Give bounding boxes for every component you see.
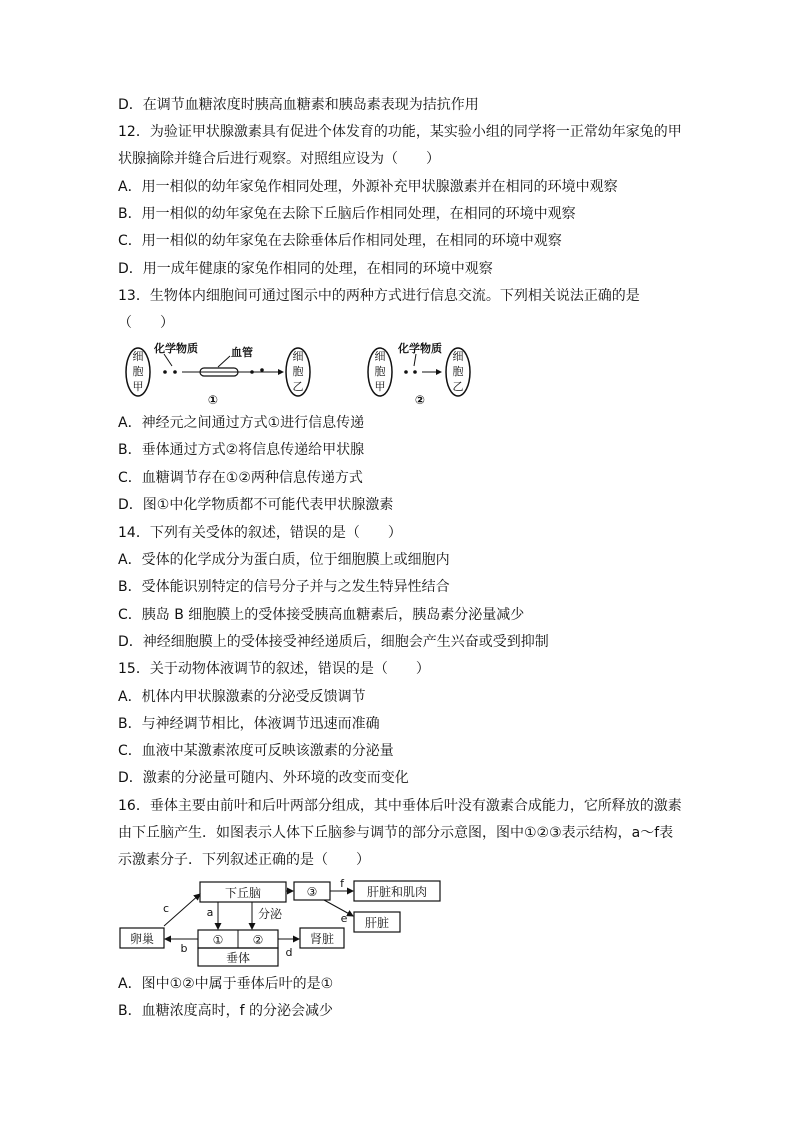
q14-option-c: C．胰岛 B 细胞膜上的受体接受胰高血糖素后，胰岛素分泌量减少: [118, 607, 525, 623]
molecule-dot: [413, 370, 417, 374]
structure-2-label: ②: [252, 933, 264, 947]
cell-b-char2: 胞: [452, 365, 464, 378]
hormone-b-label: b: [180, 942, 188, 955]
arrow-head-2: [436, 369, 442, 375]
q15-stem: 15．关于动物体液调节的叙述，错误的是（ ）: [118, 661, 430, 677]
cell-a-char2: 胞: [374, 365, 386, 378]
q11-option-d: D．在调节血糖浓度时胰高血糖素和胰岛素表现为拮抗作用: [118, 97, 479, 113]
q16-figure: [118, 876, 448, 970]
molecule-dot: [173, 370, 177, 374]
q14-option-b: B．受体能识别特定的信号分子并与之发生特异性结合: [118, 579, 450, 595]
q14-option-d: D．神经细胞膜上的受体接受神经递质后，细胞会产生兴奋或受到抑制: [118, 634, 549, 650]
arrow-e: [324, 900, 353, 916]
cell-a-char3: 甲: [374, 380, 386, 393]
hormone-a-label: a: [206, 906, 214, 919]
q12-stem-line2: 状腺摘除并缝合后进行观察。对照组应设为（ ）: [118, 151, 440, 167]
cell-b-char3: 乙: [452, 380, 464, 393]
hormone-c-label: c: [162, 902, 170, 915]
q14-option-a: A．受体的化学成分为蛋白质，位于细胞膜上或细胞内: [118, 552, 450, 568]
molecule-dot: [163, 370, 167, 374]
q12-option-c: C．用一相似的幼年家兔在去除垂体后作相同处理，在相同的环境中观察: [118, 233, 562, 249]
molecule-dot: [260, 368, 264, 372]
hormone-e-label: e: [340, 912, 348, 925]
q12-option-a: A．用一相似的幼年家兔作相同处理，外源补充甲状腺激素并在相同的环境中观察: [118, 179, 618, 195]
q13-stem-line2: （ ）: [118, 315, 174, 331]
q16-option-a: A．图中①②中属于垂体后叶的是①: [118, 976, 334, 992]
cell-a-char1: 细: [132, 350, 144, 363]
structure-3-label: ③: [306, 885, 318, 899]
q13-option-d: D．图①中化学物质都不可能代表甲状腺激素: [118, 497, 394, 513]
liver-label: 肝脏: [364, 916, 390, 930]
figure-label-2: ②: [414, 393, 426, 407]
vessel-label: 血管: [231, 346, 253, 359]
figure-label-1: ①: [207, 393, 219, 407]
q14-stem: 14．下列有关受体的叙述，错误的是（ ）: [118, 525, 402, 541]
q13-figure-2: [368, 341, 470, 407]
chemical-label-1: 化学物质: [154, 342, 198, 355]
arrow-c: [164, 894, 200, 926]
liver-muscle-label: 肝脏和肌肉: [366, 885, 428, 899]
chemical-label-2: 化学物质: [398, 342, 442, 355]
hormone-d-label: d: [285, 946, 293, 959]
q12-option-d: D．用一成年健康的家兔作相同的处理，在相同的环境中观察: [118, 261, 493, 277]
q13-stem-line1: 13．生物体内细胞间可通过图示中的两种方式进行信息交流。下列相关说法正确的是: [118, 288, 640, 304]
kidney-label: 肾脏: [309, 932, 335, 946]
q12-option-b: B．用一相似的幼年家兔在去除下丘脑后作相同处理，在相同的环境中观察: [118, 206, 576, 222]
chemical-pointer-1: [164, 354, 172, 366]
hypothalamus-label: 下丘脑: [224, 886, 262, 900]
q15-option-b: B．与神经调节相比，体液调节迅速而准确: [118, 716, 380, 732]
q13-option-a: A．神经元之间通过方式①进行信息传递: [118, 415, 365, 431]
molecule-dot: [404, 370, 408, 374]
structure-1-label: ①: [212, 933, 224, 947]
q12-stem-line1: 12．为验证甲状腺激素具有促进个体发育的功能，某实验小组的同学将一正常幼年家兔的甲: [118, 124, 682, 140]
vessel-pointer: [218, 356, 230, 367]
arrow-head-1: [278, 369, 284, 375]
q15-option-a: A．机体内甲状腺激素的分泌受反馈调节: [118, 689, 366, 705]
cell-b-char2: 胞: [292, 365, 304, 378]
q16-stem-line3: 示激素分子．下列叙述正确的是（ ）: [118, 852, 370, 868]
cell-b-char1: 细: [452, 350, 464, 363]
cell-b-char3: 乙: [292, 380, 304, 393]
molecule-dot: [250, 370, 254, 374]
q13-option-c: C．血糖调节存在①②两种信息传递方式: [118, 470, 363, 486]
q16-option-b: B．血糖浓度高时，f 的分泌会减少: [118, 1003, 333, 1019]
pituitary-label: 垂体: [225, 951, 251, 965]
ovary-label: 卵巢: [129, 932, 155, 946]
q16-stem-line1: 16．垂体主要由前叶和后叶两部分组成，其中垂体后叶没有激素合成能力，它所释放的激素: [118, 798, 682, 814]
cell-a-char2: 胞: [132, 365, 144, 378]
secrete-label: 分泌: [257, 907, 283, 921]
q16-stem-line2: 由下丘脑产生．如图表示人体下丘脑参与调节的部分示意图，图中①②③表示结构，a～f表: [118, 825, 674, 841]
q15-option-c: C．血液中某激素浓度可反映该激素的分泌量: [118, 743, 394, 759]
q13-figure: [118, 340, 478, 408]
hormone-f-label: f: [340, 877, 344, 890]
chemical-pointer-2: [414, 354, 416, 366]
q13-option-b: B．垂体通过方式②将信息传递给甲状腺: [118, 442, 365, 458]
q15-option-d: D．激素的分泌量可随内、外环境的改变而变化: [118, 770, 409, 786]
q13-figure-1: [126, 341, 310, 407]
cell-a-char3: 甲: [132, 380, 144, 393]
cell-b-char1: 细: [292, 350, 304, 363]
cell-a-char1: 细: [374, 350, 386, 363]
